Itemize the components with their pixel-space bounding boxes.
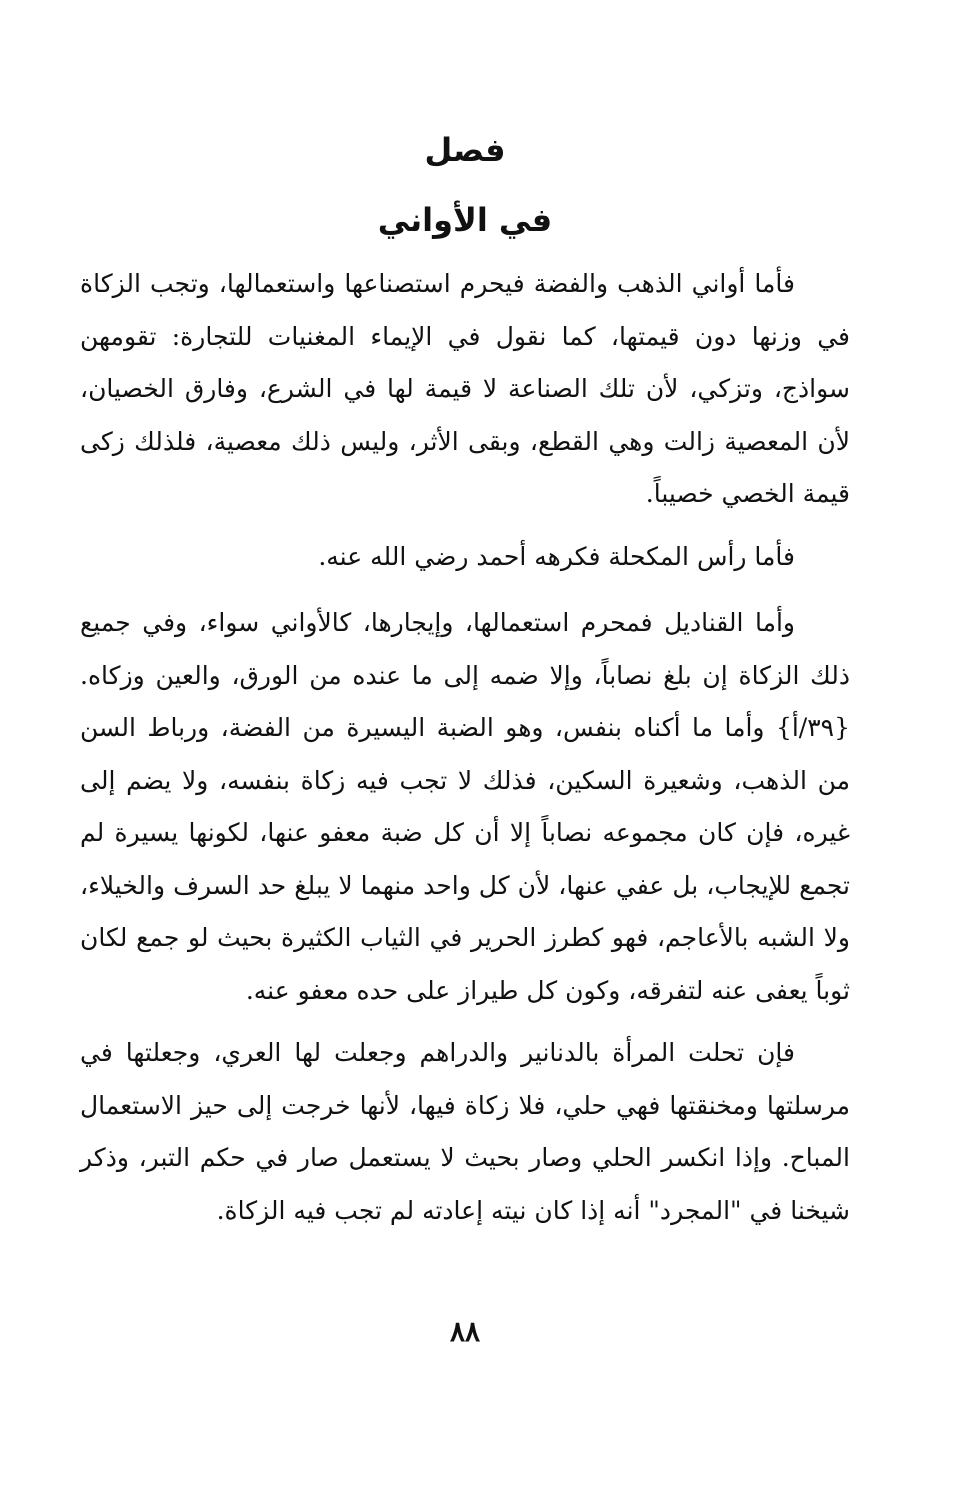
page-number: ٨٨ <box>449 1315 481 1348</box>
paragraph-1: فأما أواني الذهب والفضة فيحرم استصناعها واستعمالها، وتجب الزكاة في وزنها دون قيمتها، كما نقول في الإيماء المغنيات للتجارة: تقومهن سواذج، وتزكي، لأن تلك الصناعة لا قيمة لها في الشرع، وفارق الخصيان، لأن المعصية زالت وهي القطع، وبقى الأثر، وليس ذلك معصية، فلذلك زكى قيمة الخصي خصيباً. <box>80 269 850 508</box>
paragraph-4: فإن تحلت المرأة بالدنانير والدراهم وجعلت لها العري، وجعلتها في مرسلتها ومخنقتها فهي حلي، فلا زكاة فيها، لأنها خرجت إلى حيز الاستعمال المباح. وإذا انكسر الحلي وصار بحيث لا يستعمل صار في حكم التبر، وذكر شيخنا في "المجرد" أنه إذا كان نيته إعادته لم تجب فيه الزكاة. <box>80 1038 850 1225</box>
body-text <box>80 258 850 1247</box>
document-page <box>80 0 850 1490</box>
section-heading: فصل <box>424 131 506 169</box>
section-subheading: في الأواني <box>377 201 553 239</box>
paragraph-3: وأما القناديل فمحرم استعمالها، وإيجارها، كالأواني سواء، وفي جميع ذلك الزكاة إن بلغ نصاباً، وإلا ضمه إلى ما عنده من الورق، والعين وزكاه. {٣٩/أ} وأما ما أكناه بنفس، وهو الضبة اليسيرة من الفضة، ورباط السن من الذهب، وشعيرة السكين، فذلك لا تجب فيه زكاة بنفسه، ولا يضم إلى غيره، فإن كان مجموعه نصاباً إلا أن كل ضبة معفو عنها، لكونها يسيرة لم تجمع للإيجاب، بل عفي عنها، لأن كل واحد منهما لا يبلغ حد السرف والخيلاء، ولا الشبه بالأعاجم، فهو كطرز الحرير في الثياب الكثيرة بحيث لو جمع لكان ثوباً يعفى عنه لتفرقه، وكون كل طيراز على حده معفو عنه. <box>80 608 850 1005</box>
paragraph-2: فأما رأس المكحلة فكرهه أحمد رضي الله عنه. <box>318 541 795 571</box>
